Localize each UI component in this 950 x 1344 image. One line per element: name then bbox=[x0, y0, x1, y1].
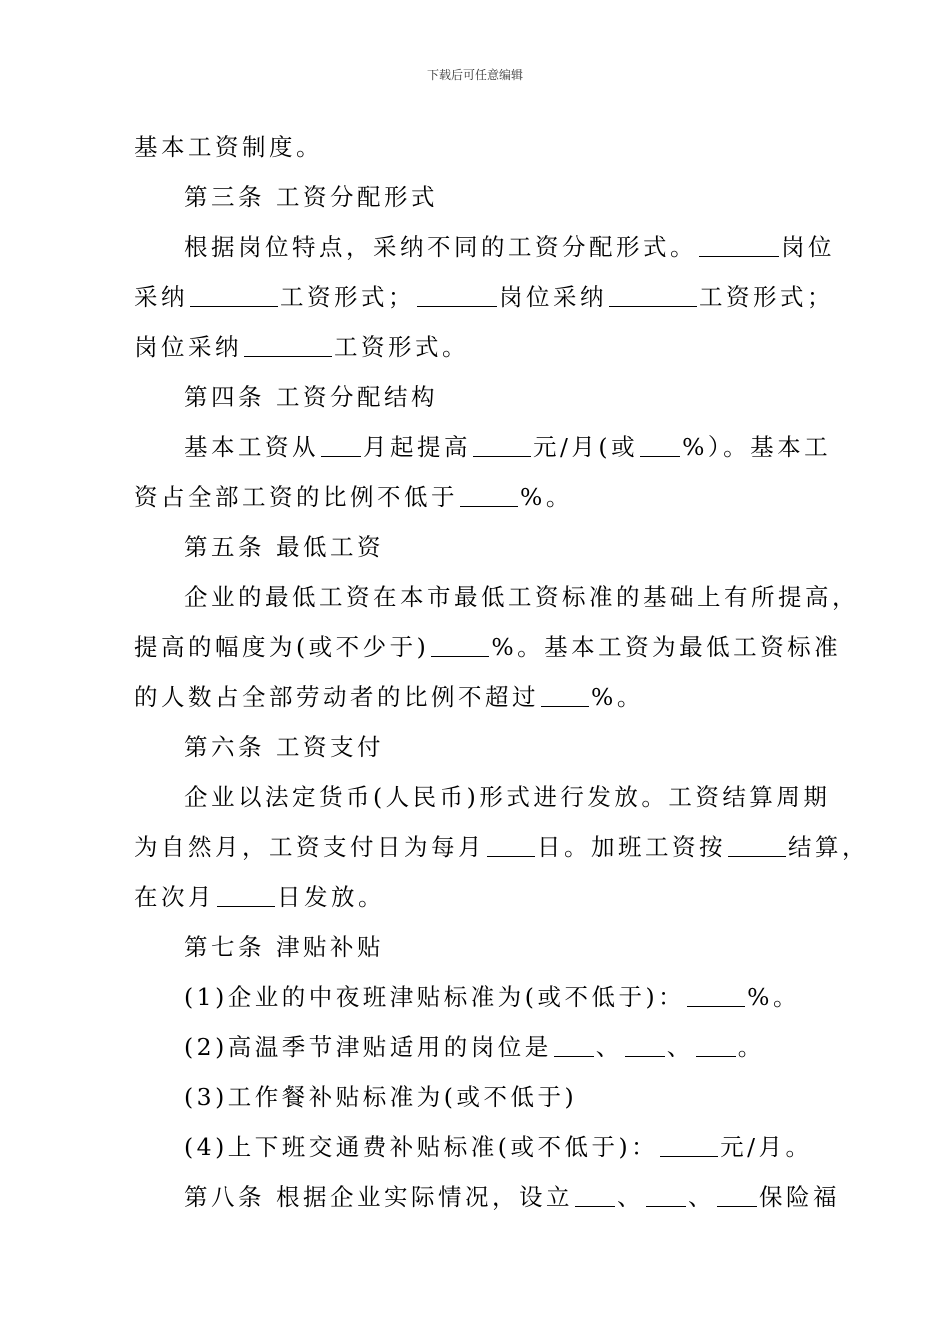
paragraph-line: 岗位采纳 工资形式。 bbox=[134, 333, 469, 361]
paragraph-line: 根据岗位特点，采纳不同的工资分配形式。 岗位 bbox=[184, 233, 835, 261]
article-heading: 第六条 工资支付 bbox=[184, 733, 384, 761]
paragraph-line: 的人数占全部劳动者的比例不超过 %。 bbox=[134, 683, 644, 711]
blank-field[interactable] bbox=[717, 1183, 757, 1207]
paragraph-line: 资占全部工资的比例不低于 %。 bbox=[134, 483, 573, 511]
article-heading: 第五条 最低工资 bbox=[184, 533, 384, 561]
blank-field[interactable] bbox=[460, 483, 518, 507]
blank-field[interactable] bbox=[321, 433, 361, 457]
blank-field[interactable] bbox=[417, 283, 497, 307]
article-heading: 第三条 工资分配形式 bbox=[184, 183, 438, 211]
blank-field[interactable] bbox=[625, 1033, 665, 1057]
blank-field[interactable] bbox=[487, 833, 535, 857]
blank-field[interactable] bbox=[554, 1033, 594, 1057]
page-header: 下载后可任意编辑 bbox=[426, 68, 523, 82]
blank-field[interactable] bbox=[728, 833, 786, 857]
article-heading: 第四条 工资分配结构 bbox=[184, 383, 438, 411]
blank-field[interactable] bbox=[244, 333, 332, 357]
blank-field[interactable] bbox=[541, 683, 589, 707]
blank-field[interactable] bbox=[687, 983, 745, 1007]
blank-field[interactable] bbox=[473, 433, 531, 457]
list-item: (3)工作餐补贴标准为(或不低于) bbox=[184, 1083, 578, 1111]
paragraph-line: 企业的最低工资在本市最低工资标准的基础上有所提高， bbox=[184, 583, 859, 611]
paragraph-line: 企业以法定货币(人民币)形式进行发放。工资结算周期 bbox=[184, 783, 831, 811]
article-heading: 第八条 根据企业实际情况，设立 、 、 保险福 bbox=[184, 1183, 840, 1211]
document-body bbox=[134, 122, 869, 1222]
paragraph-line: 为自然月，工资支付日为每月 日。加班工资按 结算， bbox=[134, 833, 869, 861]
blank-field[interactable] bbox=[575, 1183, 615, 1207]
blank-field[interactable] bbox=[660, 1133, 718, 1157]
paragraph-line: 基本工资制度。 bbox=[134, 133, 323, 161]
blank-field[interactable] bbox=[190, 283, 278, 307]
paragraph-line: 提高的幅度为(或不少于) %。基本工资为最低工资标准 bbox=[134, 633, 842, 661]
paragraph-line: 在次月 日发放。 bbox=[134, 883, 385, 911]
blank-field[interactable] bbox=[699, 233, 779, 257]
list-item: (1)企业的中夜班津贴标准为(或不低于)： %。 bbox=[184, 983, 800, 1011]
blank-field[interactable] bbox=[646, 1183, 686, 1207]
blank-field[interactable] bbox=[640, 433, 680, 457]
blank-field[interactable] bbox=[696, 1033, 736, 1057]
paragraph-line: 采纳 工资形式； 岗位采纳 工资形式； bbox=[134, 283, 834, 311]
list-item: (2)高温季节津贴适用的岗位是 、 、 。 bbox=[184, 1033, 765, 1061]
article-heading: 第七条 津贴补贴 bbox=[184, 933, 384, 961]
blank-field[interactable] bbox=[431, 633, 489, 657]
paragraph-line: 基本工资从 月起提高 元/月(或 %）。基本工 bbox=[184, 433, 832, 461]
list-item: (4)上下班交通费补贴标准(或不低于)： 元/月。 bbox=[184, 1133, 813, 1161]
blank-field[interactable] bbox=[217, 883, 275, 907]
blank-field[interactable] bbox=[609, 283, 697, 307]
